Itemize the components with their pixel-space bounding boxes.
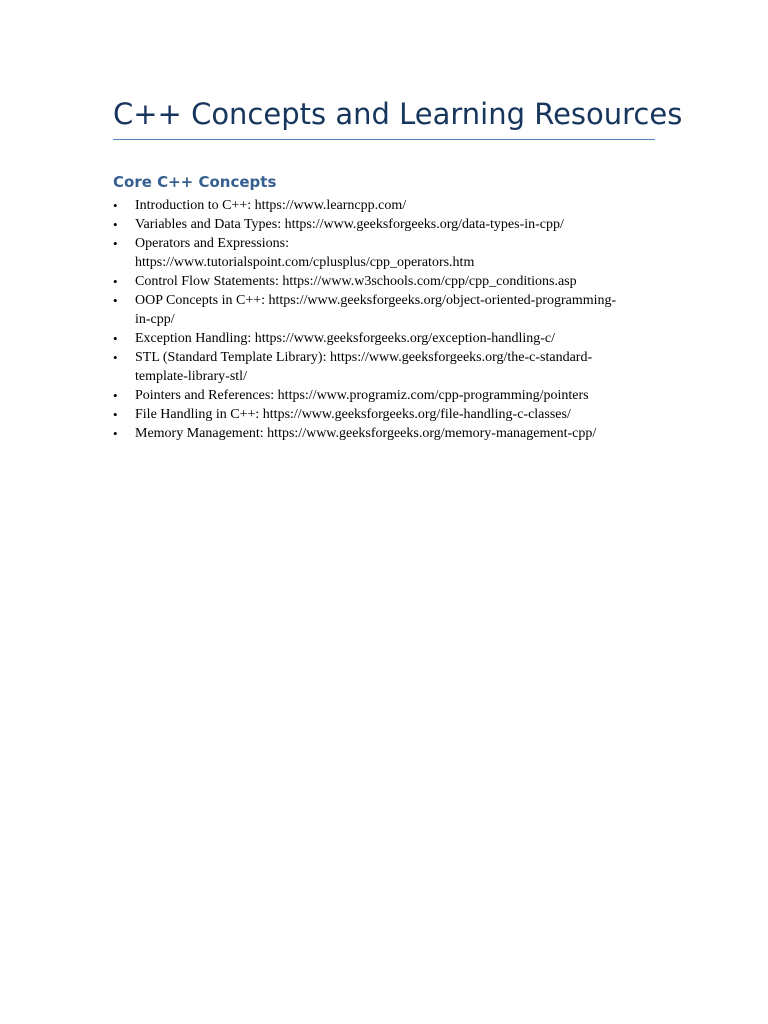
list-item-text-line-1: Operators and Expressions: bbox=[135, 236, 289, 251]
list-item-text-line-2: template-library-stl/ bbox=[135, 369, 247, 384]
list-item bbox=[113, 196, 658, 215]
list-item bbox=[113, 272, 658, 291]
list-item-text: Exception Handling: https://www.geeksforgeeks.org/exception-handling-c/ bbox=[135, 331, 556, 346]
document-title: C++ Concepts and Learning Resources bbox=[113, 97, 683, 131]
list-item-text-line-1: STL (Standard Template Library): https://www.geeksforgeeks.org/the-c-standard- bbox=[135, 350, 593, 365]
list-item bbox=[113, 329, 658, 348]
list-item-text: Variables and Data Types: https://www.geeksforgeeks.org/data-types-in-cpp/ bbox=[135, 217, 564, 232]
list-item-text-line-2: in-cpp/ bbox=[135, 312, 175, 327]
bullet-icon: • bbox=[113, 274, 118, 289]
list-item-text: Introduction to C++: https://www.learncpp.com/ bbox=[135, 198, 407, 213]
bullet-icon: • bbox=[113, 217, 118, 232]
section-heading: Core C++ Concepts bbox=[113, 173, 277, 191]
bullet-icon: • bbox=[113, 388, 118, 403]
list-item bbox=[113, 405, 658, 424]
list-item bbox=[113, 215, 658, 234]
bullet-icon: • bbox=[113, 350, 118, 365]
bullet-icon: • bbox=[113, 407, 118, 422]
list-item-text: Pointers and References: https://www.programiz.com/cpp-programming/pointers bbox=[135, 388, 589, 403]
resource-list bbox=[113, 196, 658, 443]
bullet-icon: • bbox=[113, 236, 118, 251]
bullet-icon: • bbox=[113, 331, 118, 346]
list-item bbox=[113, 348, 658, 386]
list-item bbox=[113, 386, 658, 405]
list-item-text-line-1: OOP Concepts in C++: https://www.geeksforgeeks.org/object-oriented-programming- bbox=[135, 293, 617, 308]
bullet-icon: • bbox=[113, 198, 118, 213]
list-item-text: Control Flow Statements: https://www.w3schools.com/cpp/cpp_conditions.asp bbox=[135, 274, 577, 289]
bullet-icon: • bbox=[113, 293, 118, 308]
list-item bbox=[113, 291, 658, 329]
list-item-text-line-2: https://www.tutorialspoint.com/cplusplus/cpp_operators.htm bbox=[135, 255, 475, 270]
title-underline-rule bbox=[113, 139, 655, 140]
list-item bbox=[113, 234, 658, 272]
list-item bbox=[113, 424, 658, 443]
list-item-text: File Handling in C++: https://www.geeksforgeeks.org/file-handling-c-classes/ bbox=[135, 407, 571, 422]
list-item-text: Memory Management: https://www.geeksforgeeks.org/memory-management-cpp/ bbox=[135, 426, 597, 441]
bullet-icon: • bbox=[113, 426, 118, 441]
